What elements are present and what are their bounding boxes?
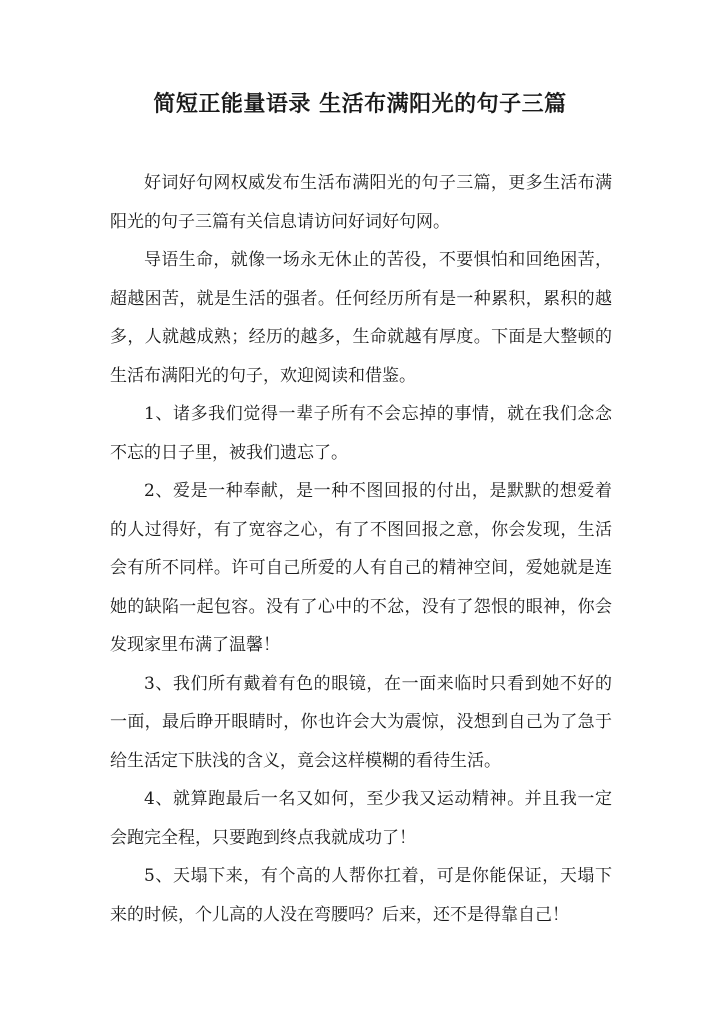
paragraph-guide: 导语生命，就像一场永无休止的苦役，不要惧怕和回绝困苦，超越困苦，就是生活的强者。任何经历所有是一种累积，累积的越多，人就越成熟；经历的越多，生命就越有厚度。下面是大整顿的生活布满阳光的句子，欢迎阅读和借鉴。 [110, 250, 612, 386]
document-body [110, 164, 612, 934]
paragraph-item-1: 1、诸多我们觉得一辈子所有不会忘掉的事情，就在我们念念不忘的日子里，被我们遗忘了。 [110, 404, 612, 463]
paragraph-item-5: 5、天塌下来，有个高的人帮你扛着，可是你能保证，天塌下来的时候，个儿高的人没在弯腰吗？后来，还不是得靠自己！ [110, 866, 612, 925]
paragraph-item-2: 2、爱是一种奉献，是一种不图回报的付出，是默默的想爱着的人过得好，有了宽容之心，有了不图回报之意，你会发现，生活会有所不同样。许可自己所爱的人有自己的精神空间，爱她就是连她的缺陷一起包容。没有了心中的不忿，没有了怨恨的眼神，你会发现家里布满了温馨！ [110, 481, 612, 655]
page-title: 简短正能量语录 生活布满阳光的句子三篇 [153, 91, 567, 117]
paragraph-item-3: 3、我们所有戴着有色的眼镜，在一面来临时只看到她不好的一面，最后睁开眼睛时，你也许会大为震惊，没想到自己为了急于给生活定下肤浅的含义，竟会这样模糊的看待生活。 [110, 673, 612, 771]
paragraph-intro: 好词好句网权威发布生活布满阳光的句子三篇，更多生活布满阳光的句子三篇有关信息请访问好词好句网。 [110, 173, 612, 232]
paragraph-item-4: 4、就算跑最后一名又如何，至少我又运动精神。并且我一定会跑完全程，只要跑到终点我就成功了！ [110, 789, 612, 848]
